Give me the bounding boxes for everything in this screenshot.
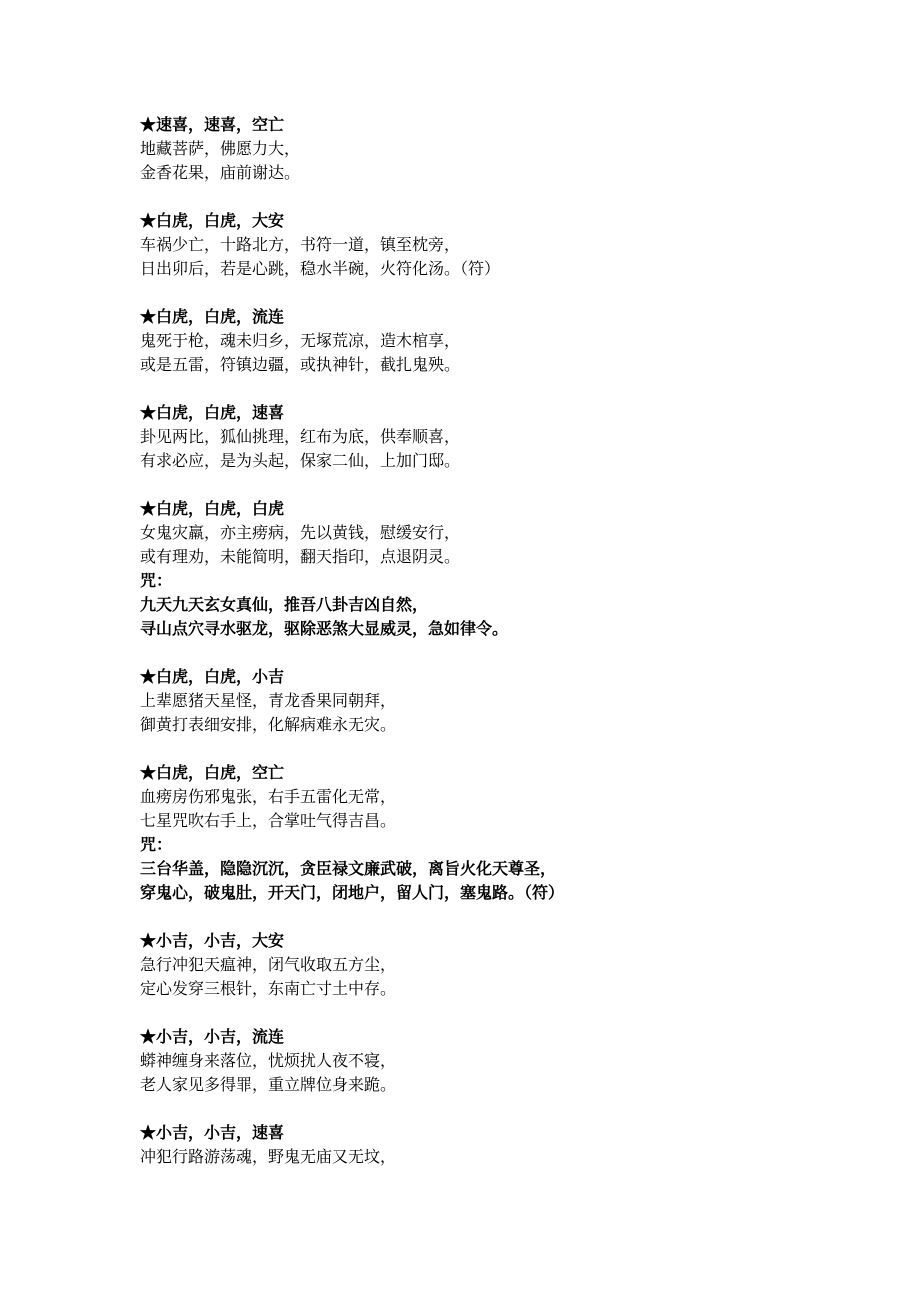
- section-heading: ★速喜，速喜，空亡: [140, 115, 285, 134]
- verse-line: 车祸少亡，十路北方，书符一道，镇至枕旁，: [140, 235, 461, 254]
- verse-line: 女鬼灾羸，亦主痨病，先以黄钱，慰缓安行，: [140, 523, 461, 542]
- verse-line: 七星咒吹右手上，合掌吐气得吉昌。: [140, 811, 397, 830]
- verse-line: 定心发穿三根针，东南亡寸土中存。: [140, 979, 397, 998]
- verse-line: 有求必应，是为头起，保家二仙，上加门邸。: [140, 451, 461, 470]
- section-gap: [140, 737, 840, 761]
- verse-line: 御黄打表细安排，化解病难永无灾。: [140, 715, 397, 734]
- verse-line: 地藏菩萨，佛愿力大，: [140, 139, 301, 158]
- incantation-line: 穿鬼心，破鬼肚，开天门，闭地户，留人门，塞鬼路。（符）: [140, 883, 565, 902]
- section-heading: ★白虎，白虎，白虎: [140, 499, 285, 518]
- verse-line: 日出卯后，若是心跳，稳水半碗，火符化汤。（符）: [140, 259, 501, 278]
- section-heading: ★白虎，白虎，空亡: [140, 763, 285, 782]
- incantation-line: 寻山点穴寻水驱龙，驱除恶煞大显威灵，急如律令。: [140, 619, 509, 638]
- incantation-label: 咒：: [140, 835, 173, 854]
- section-xiaoji-suxi: [140, 1121, 840, 1169]
- section-baihu-baihu: [140, 497, 840, 641]
- verse-line: 蟒神缠身来落位，忧烦扰人夜不寝，: [140, 1051, 397, 1070]
- section-gap: [140, 377, 840, 401]
- section-xiaoji-daan: [140, 929, 840, 1001]
- section-xiaoji-liulian: [140, 1025, 840, 1097]
- verse-line: 上辈愿猪天星怪，青龙香果同朝拜，: [140, 691, 397, 710]
- document-page: [140, 113, 840, 1169]
- section-heading: ★白虎，白虎，大安: [140, 211, 285, 230]
- verse-line: 或有理劝，未能简明，翻天指印，点退阴灵。: [140, 547, 461, 566]
- verse-line: 金香花果，庙前谢达。: [140, 163, 301, 182]
- section-heading: ★白虎，白虎，流连: [140, 307, 285, 326]
- section-baihu-xiaoji: [140, 665, 840, 737]
- section-baihu-suxi: [140, 401, 840, 473]
- section-heading: ★小吉，小吉，速喜: [140, 1123, 285, 1142]
- section-gap: [140, 1001, 840, 1025]
- incantation-label: 咒：: [140, 571, 173, 590]
- section-gap: [140, 281, 840, 305]
- incantation-line: 三台华盖，隐隐沉沉，贪臣禄文廉武破，离旨火化天尊圣，: [140, 859, 557, 878]
- section-gap: [140, 641, 840, 665]
- section-heading: ★小吉，小吉，流连: [140, 1027, 285, 1046]
- verse-line: 血痨房伤邪鬼张，右手五雷化无常，: [140, 787, 397, 806]
- section-baihu-liulian: [140, 305, 840, 377]
- verse-line: 鬼死于枪，魂未归乡，无塚荒凉，造木棺享，: [140, 331, 461, 350]
- section-gap: [140, 1097, 840, 1121]
- incantation-line: 九天九天玄女真仙，推吾八卦吉凶自然，: [140, 595, 429, 614]
- section-gap: [140, 185, 840, 209]
- section-baihu-kongwang: [140, 761, 840, 905]
- verse-line: 急行冲犯天瘟神，闭气收取五方尘，: [140, 955, 397, 974]
- verse-line: 冲犯行路游荡魂，野鬼无庙又无坟，: [140, 1147, 397, 1166]
- section-heading: ★白虎，白虎，速喜: [140, 403, 285, 422]
- section-sutxi-kongwang: [140, 113, 840, 185]
- section-heading: ★小吉，小吉，大安: [140, 931, 285, 950]
- section-heading: ★白虎，白虎，小吉: [140, 667, 285, 686]
- verse-line: 或是五雷，符镇边疆，或执神针，截扎鬼殃。: [140, 355, 461, 374]
- section-gap: [140, 905, 840, 929]
- verse-line: 老人家见多得罪，重立牌位身来跪。: [140, 1075, 397, 1094]
- verse-line: 卦见两比，狐仙挑理，红布为底，供奉顺喜，: [140, 427, 461, 446]
- section-gap: [140, 473, 840, 497]
- section-baihu-daan: [140, 209, 840, 281]
